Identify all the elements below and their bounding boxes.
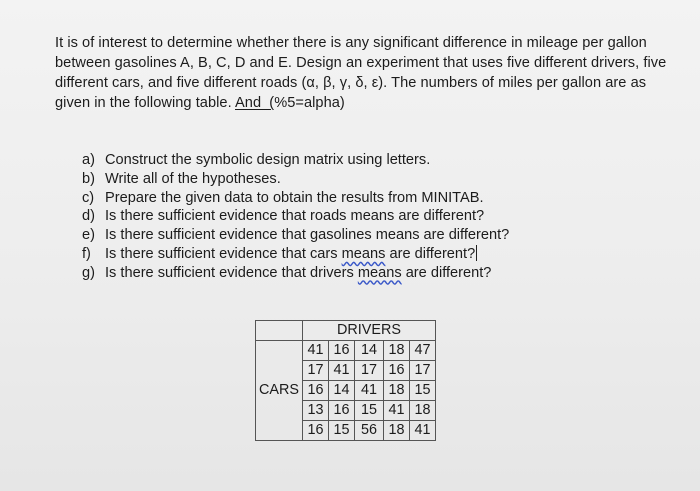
question-letter: b) <box>82 170 95 187</box>
question-item <box>82 245 509 264</box>
problem-statement <box>55 33 667 113</box>
question-item <box>82 151 509 170</box>
mileage-table <box>255 320 436 441</box>
intro-line-2: between gasolines A, B, C, D and E. Design an experiment that uses five different drivers, five <box>55 55 667 71</box>
question-text: Write all of the hypotheses. <box>105 170 281 187</box>
drivers-header: DRIVERS <box>303 321 436 341</box>
question-item <box>82 189 509 208</box>
question-text: Is there sufficient evidence that gasolines means are different? <box>105 227 510 244</box>
table-cell: 17 <box>355 361 384 381</box>
table-cell: 41 <box>355 381 384 401</box>
question-text: Prepare the given data to obtain the results from MINITAB. <box>105 189 484 206</box>
question-text-before: Is there sufficient evidence that drivers <box>105 264 358 281</box>
table-cell: 18 <box>384 421 410 441</box>
question-letter: e) <box>82 227 95 244</box>
table-header-row <box>256 321 436 341</box>
spellcheck-underlined-word: means <box>341 245 386 262</box>
table-cell: 14 <box>355 341 384 361</box>
table-cell: 16 <box>303 381 329 401</box>
intro-line-4-prefix: given in the following table. <box>55 95 235 111</box>
question-text-before: Is there sufficient evidence that cars <box>105 245 342 262</box>
table-cell: 56 <box>355 421 384 441</box>
question-item <box>82 226 509 245</box>
table-cell: 16 <box>329 401 355 421</box>
question-text-after: are different? <box>401 264 492 281</box>
table-cell: 41 <box>410 421 436 441</box>
table-cell: 16 <box>329 341 355 361</box>
question-letter: a) <box>82 152 95 168</box>
table-cell: 18 <box>384 341 410 361</box>
table-cell: 16 <box>303 421 329 441</box>
table-cell: 41 <box>303 341 329 361</box>
question-letter: c) <box>82 189 95 206</box>
table-cell: 16 <box>384 361 410 381</box>
intro-line-1: It is of interest to determine whether there is any significant difference in mileage per gallon <box>55 35 647 51</box>
intro-line-4-suffix: %5=alpha) <box>274 95 345 111</box>
table-cell: 13 <box>303 401 329 421</box>
table-cell: 15 <box>329 421 355 441</box>
table-cell: 18 <box>384 381 410 401</box>
table-cell: 18 <box>410 401 436 421</box>
table-cell: 17 <box>303 361 329 381</box>
table-cell: 15 <box>355 401 384 421</box>
question-item <box>82 264 509 283</box>
question-text-after: are different? <box>385 245 476 262</box>
question-letter: d) <box>82 208 95 225</box>
question-text: Is there sufficient evidence that roads means are different? <box>105 208 485 225</box>
intro-line-3: different cars, and five different roads (α, β, γ, δ, ε). The numbers of miles per gallon are as <box>55 75 647 91</box>
cars-header: CARS <box>256 341 303 441</box>
question-list <box>82 151 509 283</box>
intro-line-4 <box>55 93 655 113</box>
table-cell: 41 <box>384 401 410 421</box>
table-cell: 47 <box>410 341 436 361</box>
table-corner-cell <box>256 321 303 341</box>
table-cell: 41 <box>329 361 355 381</box>
intro-line-4-underlined: And_( <box>235 95 275 111</box>
question-text: Construct the symbolic design matrix using letters. <box>105 152 431 168</box>
table-cell: 15 <box>410 381 436 401</box>
table-row <box>256 341 436 361</box>
question-letter: f) <box>82 245 91 262</box>
question-item <box>82 207 509 226</box>
question-item <box>82 170 509 189</box>
spellcheck-underlined-word: means <box>357 264 402 281</box>
question-letter: g) <box>82 264 95 281</box>
table-cell: 14 <box>329 381 355 401</box>
text-cursor <box>476 245 477 261</box>
table-cell: 17 <box>410 361 436 381</box>
